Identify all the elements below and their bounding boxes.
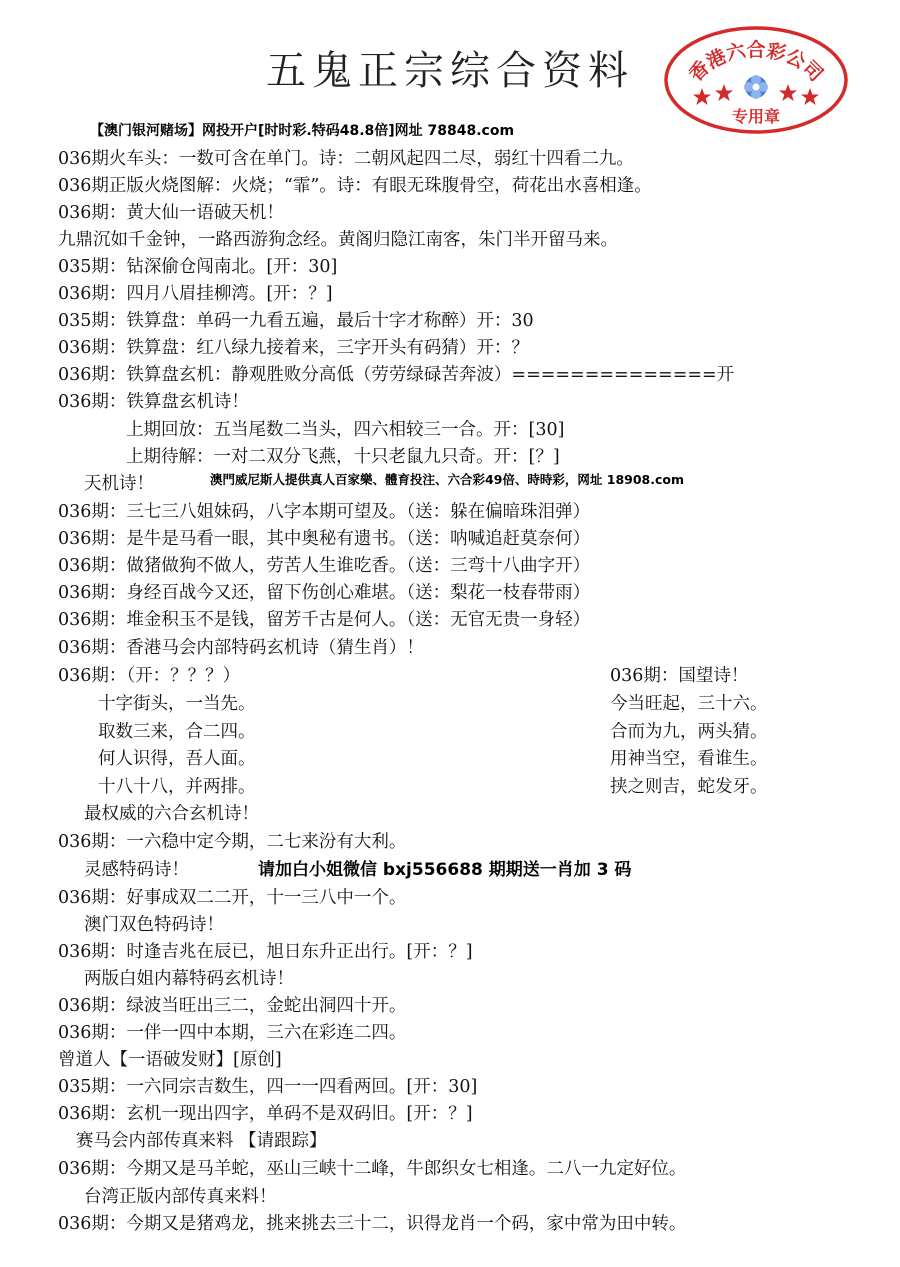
- text-line: 035期：钻深偷仓闯南北。[开：30]: [58, 257, 338, 277]
- poem-line: 何人识得，吾人面。: [98, 749, 256, 769]
- text-line: 036期：四月八眉挂柳湾。[开：？]: [58, 284, 333, 304]
- text-line: 036期正版火烧图解：火烧；“霏”。诗：有眼无珠腹骨空，荷花出水喜相逢。: [58, 176, 652, 196]
- text-line: 036期：堆金积玉不是钱，留芳千古是何人。（送：无官无贵一身轻）: [58, 610, 591, 630]
- text-line: 036期：好事成双二二开，十一三八中一个。: [58, 888, 407, 908]
- text-line: 036期：身经百战今又还，留下伤创心难堪。（送：梨花一枝春带雨）: [58, 583, 591, 603]
- section-heading: 澳门双色特码诗！: [84, 915, 224, 935]
- section-heading: 最权威的六合玄机诗！: [84, 804, 259, 824]
- section-heading: 台湾正版内部传真来料！: [84, 1187, 277, 1207]
- text-line: 036期：一伴一四中本期，三六在彩连二四。: [58, 1023, 407, 1043]
- section-heading: 两版白姐内幕特码玄机诗！: [84, 969, 294, 989]
- text-line: 036期：是牛是马看一眼，其中奥秘有遗书。（送：呐喊追赶莫奈何）: [58, 529, 591, 549]
- company-seal-stamp: [662, 24, 850, 136]
- guowang-heading: 036期：国望诗！: [610, 666, 749, 686]
- text-line: 035期：铁算盘：单码一九看五遍，最后十字才称醉）开：30: [58, 311, 534, 331]
- text-line: 上期待解：一对二双分飞燕，十只老鼠九只奇。开：[？]: [126, 447, 560, 467]
- section-heading: 天机诗！: [84, 474, 154, 494]
- text-line: 036期：今期又是马羊蛇，巫山三峡十二峰，牛郎织女七相逢。二八一九定好位。: [58, 1159, 687, 1179]
- text-line: 036期：黄大仙一语破天机！: [58, 203, 284, 223]
- text-line: 036期：今期又是猪鸡龙，挑来挑去三十二，识得龙肖一个码，家中常为田中转。: [58, 1214, 687, 1234]
- text-line: 036期：玄机一现出四字，单码不是双码旧。[开：？]: [58, 1104, 473, 1124]
- text-line: 036期：时逢吉兆在辰已，旭日东升正出行。[开：？]: [58, 942, 473, 962]
- page-title: 五鬼正宗综合资料: [266, 48, 634, 94]
- casino-ad-banner: 【澳门银河赌场】网投开户[时时彩.特码48.8倍]网址 78848.com: [90, 123, 515, 139]
- text-line: 036期：铁算盘：红八绿九接着来，三字开头有码猜）开：？: [58, 338, 529, 358]
- poem-line: 十字街头，一当先。: [98, 694, 256, 714]
- poem-line: 取数三来，合二四。: [98, 722, 256, 742]
- poem-line: 十八十八，并两排。: [98, 777, 256, 797]
- text-line: 036期：绿波当旺出三二，金蛇出洞四十开。: [58, 996, 407, 1016]
- guowang-line: 用神当空，看谁生。: [610, 749, 768, 769]
- text-line: 036期：做猪做狗不做人，劳苦人生谁吃香。（送：三弯十八曲字开）: [58, 556, 591, 576]
- section-heading: 曾道人【一语破发财】[原创]: [58, 1050, 282, 1070]
- flower-icon: [744, 75, 768, 99]
- venetian-ad-banner: 澳門威尼斯人提供真人百家樂、體育投注、六合彩49倍、時時彩，网址 18908.com: [210, 472, 685, 487]
- text-line: 036期：铁算盘玄机：静观胜败分高低（劳劳绿碌苦奔波）==============开: [58, 365, 735, 385]
- seal-bottom-text: 专用章: [731, 107, 781, 126]
- seal-arc-text: 香港六合彩公司: [685, 39, 827, 86]
- guowang-line: 合而为九，两头猜。: [610, 722, 768, 742]
- text-line: 036期：（开：？？？）: [58, 666, 241, 686]
- guowang-line: 挟之则吉，蛇发牙。: [610, 777, 768, 797]
- wechat-ad-banner: 请加白小姐微信 bxj556688 期期送一肖加 3 码: [258, 860, 632, 880]
- text-line: 上期回放：五当尾数二当头，四六相较三一合。开：[30]: [126, 420, 565, 440]
- text-line: 036期：一六稳中定今期，二七来汾有大利。: [58, 832, 407, 852]
- text-line: 036期：三七三八姐妹码，八字本期可望及。（送：躲在偏暗珠泪弹）: [58, 502, 591, 522]
- section-heading: 赛马会内部传真来料 【请跟踪】: [76, 1131, 327, 1151]
- guowang-line: 今当旺起，三十六。: [610, 694, 768, 714]
- section-heading: 灵感特码诗！: [84, 860, 189, 880]
- text-line: 036期：香港马会内部特码玄机诗（猜生肖）！: [58, 638, 424, 658]
- text-line: 035期：一六同宗吉数生，四一一四看两回。[开：30]: [58, 1077, 478, 1097]
- text-line: 036期：铁算盘玄机诗！: [58, 392, 249, 412]
- text-line: 036期火车头：一数可含在单门。诗：二朝风起四二尽，弱红十四看二九。: [58, 149, 634, 169]
- text-line: 九鼎沉如千金钟，一路西游狗念经。黄阁归隐江南客，朱门半开留马来。: [58, 230, 618, 250]
